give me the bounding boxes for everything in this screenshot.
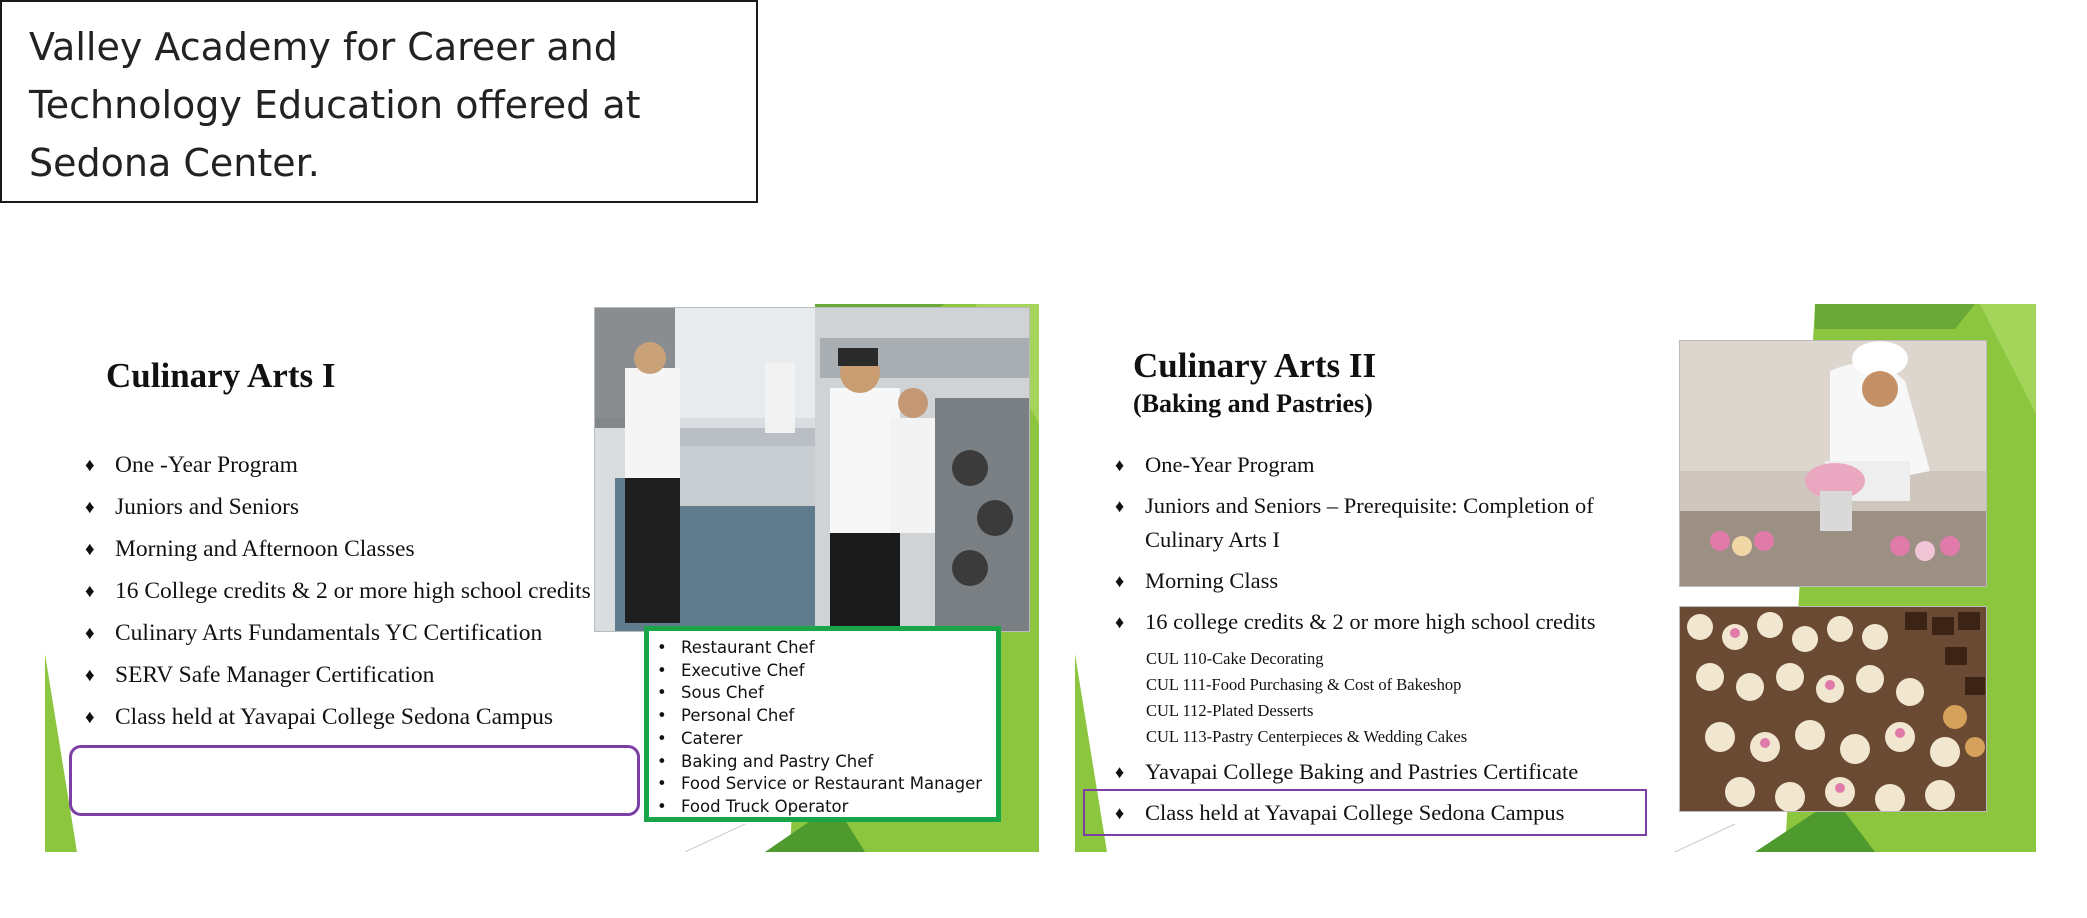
course-item: CUL 112-Plated Desserts	[1146, 701, 1314, 720]
list-item: ♦ Morning and Afternoon Classes	[85, 532, 615, 567]
slide1-campus-highlight	[69, 745, 640, 816]
list-item: ♦ SERV Safe Manager Certification	[85, 658, 615, 693]
course-list	[1146, 646, 1646, 750]
career-item: • Baking and Pastry Chef	[657, 751, 996, 774]
pastries-photo	[1679, 606, 1987, 812]
list-item: ♦ Culinary Arts Fundamentals YC Certification	[85, 616, 615, 651]
career-item: • Executive Chef	[657, 660, 996, 683]
list-item: ♦ Morning Class	[1115, 564, 1655, 598]
career-item: • Caterer	[657, 728, 996, 751]
kitchen-students-photo	[594, 307, 1030, 632]
careers-list	[649, 631, 996, 819]
slide-culinary-arts-2	[1075, 304, 2036, 852]
list-item: ♦ One-Year Program	[1115, 448, 1655, 482]
list-item: ♦ Juniors and Seniors – Prerequisite: Completion of Culinary Arts I	[1115, 489, 1655, 557]
header-text: Valley Academy for Career and Technology Education offered at Sedona Center.	[29, 25, 641, 185]
career-item: • Sous Chef	[657, 682, 996, 705]
pastry-chef-photo	[1679, 340, 1987, 587]
course-item: CUL 113-Pastry Centerpieces & Wedding Cakes	[1146, 727, 1468, 746]
list-item: ♦ Juniors and Seniors	[85, 490, 615, 525]
list-item: ♦ One -Year Program	[85, 448, 615, 483]
course-item: CUL 110-Cake Decorating	[1146, 649, 1324, 668]
list-item: ♦ Class held at Yavapai College Sedona Campus	[85, 700, 615, 735]
slide1-title: Culinary Arts I	[106, 356, 336, 395]
list-item: ♦ 16 college credits & 2 or more high school credits	[1115, 605, 1655, 639]
slide-culinary-arts-1	[45, 304, 1039, 852]
slide2-subtitle: (Baking and Pastries)	[1133, 389, 1373, 418]
list-item: ♦ Yavapai College Baking and Pastries Certificate	[1115, 755, 1655, 789]
careers-box	[644, 626, 1001, 822]
career-item: • Personal Chef	[657, 705, 996, 728]
slide2-bullet-list	[1115, 448, 1655, 646]
career-item: • Food Truck Operator	[657, 796, 996, 819]
header-box	[0, 0, 758, 203]
list-item: ♦ 16 College credits & 2 or more high school credits	[85, 574, 615, 609]
slide1-bullet-list	[85, 448, 615, 742]
career-item: • Food Service or Restaurant Manager	[657, 773, 996, 796]
slide2-campus-highlight	[1083, 789, 1647, 836]
career-item: • Restaurant Chef	[657, 637, 996, 660]
slide2-title: Culinary Arts II	[1133, 346, 1377, 385]
course-item: CUL 111-Food Purchasing & Cost of Bakeshop	[1146, 675, 1462, 694]
list-item: ♦ Class held at Yavapai College Sedona Campus	[1115, 796, 1655, 830]
